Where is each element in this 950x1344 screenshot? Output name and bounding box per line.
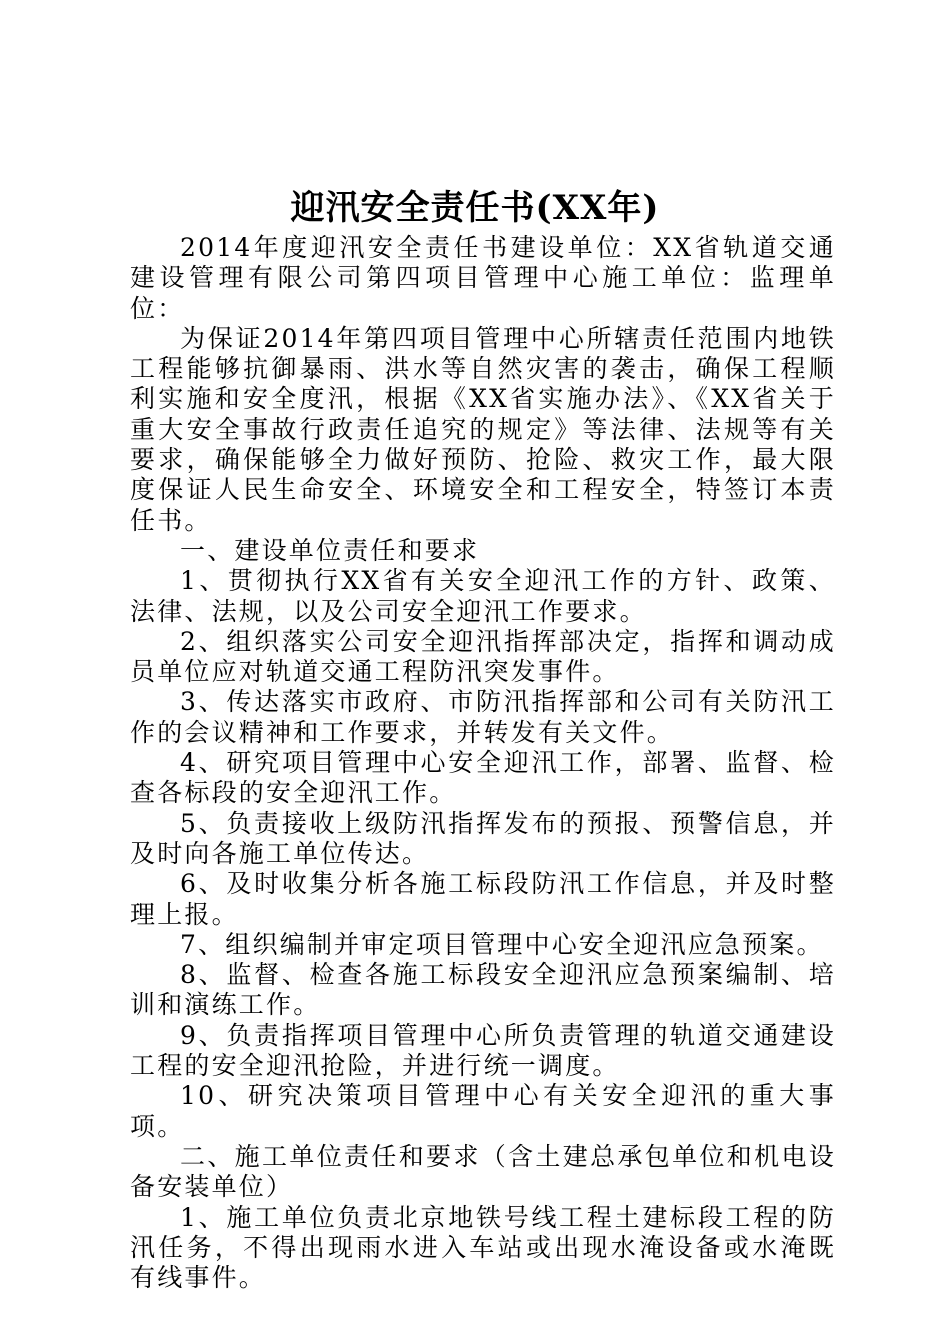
section-heading: 二、施工单位责任和要求（含土建总承包单位和机电设备安装单位） [130, 1141, 836, 1202]
list-item: 9、负责指挥项目管理中心所负责管理的轨道交通建设工程的安全迎汛抢险，并进行统一调度。 [130, 1020, 836, 1081]
list-item: 4、研究项目管理中心安全迎汛工作，部署、监督、检查各标段的安全迎汛工作。 [130, 748, 836, 808]
paragraph: 2014年度迎汛安全责任书建设单位：XX省轨道交通建设管理有限公司第四项目管理中心施工单位：监理单位： [130, 233, 836, 323]
paragraph: 为保证2014年第四项目管理中心所辖责任范围内地铁工程能够抗御暴雨、洪水等自然灾害的袭击，确保工程顺利实施和安全度汛，根据《XX省实施办法》、《XX省关于重大安全事故行政责任追究的规定》等法律、法规等有关要求，确保能够全力做好预防、抢险、救灾工作，最大限度保证人民生命安全、环境安全和工程安全，特签订本责任书。 [130, 323, 836, 535]
list-item: 7、组织编制并审定项目管理中心安全迎汛应急预案。 [180, 929, 824, 959]
list-item: 5、负责接收上级防汛指挥发布的预报、预警信息，并及时向各施工单位传达。 [130, 808, 836, 868]
list-item: 6、及时收集分析各施工标段防汛工作信息，并及时整理上报。 [130, 869, 836, 929]
list-item: 3、传达落实市政府、市防汛指挥部和公司有关防汛工作的会议精神和工作要求，并转发有关文件。 [130, 687, 836, 747]
list-item: 1、贯彻执行XX省有关安全迎汛工作的方针、政策、法律、法规，以及公司安全迎汛工作要求。 [130, 566, 836, 626]
list-item: 10、研究决策项目管理中心有关安全迎汛的重大事项。 [130, 1081, 836, 1141]
list-item: 8、监督、检查各施工标段安全迎汛应急预案编制、培训和演练工作。 [130, 960, 836, 1020]
section-heading: 一、建设单位责任和要求 [180, 535, 480, 565]
list-item: 2、组织落实公司安全迎汛指挥部决定，指挥和调动成员单位应对轨道交通工程防汛突发事件。 [130, 626, 836, 687]
list-item: 1、施工单位负责北京地铁号线工程土建标段工程的防汛任务，不得出现雨水进入车站或出现水淹设备或水淹既有线事件。 [130, 1202, 836, 1293]
document-body [130, 233, 836, 1293]
document-title: 迎汛安全责任书(XX年) [290, 188, 660, 228]
